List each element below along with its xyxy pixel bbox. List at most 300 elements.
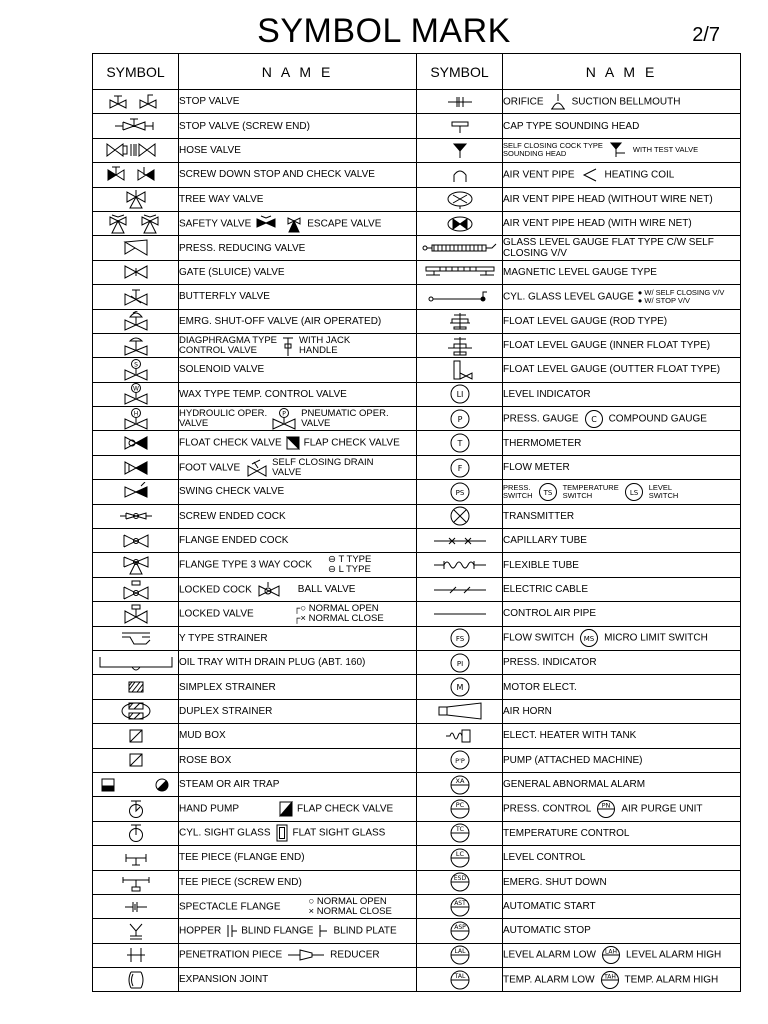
rose-box-icon — [121, 750, 151, 770]
temp-alarm-high-icon — [599, 970, 621, 990]
table-row — [93, 943, 741, 967]
name-cell — [503, 285, 741, 309]
name-cell: EMRG. SHUT-OFF VALVE (AIR OPERATED) — [179, 309, 417, 333]
symbol-cell — [93, 626, 179, 650]
simplex-strainer-icon — [121, 677, 151, 697]
symbol-cell — [93, 943, 179, 967]
name-text: HEATING COIL — [604, 169, 675, 181]
temperature-switch-icon — [537, 482, 559, 502]
name-text: PRESS. GAUGE — [503, 413, 579, 425]
name-cell: PUMP (ATTACHED MACHINE) — [503, 748, 741, 772]
y-type-strainer-icon — [116, 628, 156, 648]
table-row — [93, 309, 741, 333]
name-text: REDUCER — [330, 950, 380, 961]
hydraulic-valve-icon — [121, 408, 151, 430]
tee-screw-end-icon — [119, 872, 153, 892]
page-number: 2/7 — [692, 24, 720, 46]
pressure-reducing-valve-icon — [121, 238, 151, 258]
symbol-cell — [93, 602, 179, 626]
symbol-cell — [93, 309, 179, 333]
table-row — [93, 90, 741, 114]
name-cell: FLANGE ENDED COCK — [179, 529, 417, 553]
table-row — [93, 772, 741, 796]
name-text: HYDROULIC OPER. — [179, 407, 268, 419]
name-cell — [503, 407, 741, 431]
name-cell — [179, 821, 417, 845]
name-text: COMPOUND GAUGE — [608, 413, 707, 425]
li-mark: LI — [456, 390, 463, 400]
name-cell: PRESS. INDICATOR — [503, 650, 741, 674]
name-text: DIAGPHRAGMA TYPE — [179, 334, 278, 346]
safety-valve-icon — [104, 214, 168, 234]
name-cell: PRESS. REDUCING VALVE — [179, 236, 417, 260]
page-title: SYMBOL MARK — [257, 12, 511, 50]
lc-mark: LC — [455, 849, 464, 858]
motor-icon — [447, 676, 473, 698]
pressure-gauge-icon — [447, 408, 473, 430]
symbol-cell — [417, 431, 503, 455]
fs-mark: FS — [455, 635, 464, 644]
name-text: FLANGE TYPE 3 WAY COCK — [179, 559, 312, 571]
three-way-valve-icon — [121, 189, 151, 209]
name-text: WITH JACK — [299, 334, 351, 346]
symbol-cell — [93, 553, 179, 577]
level-alarm-low-icon — [447, 944, 473, 966]
table-row — [93, 919, 741, 943]
symbol-cell — [417, 894, 503, 918]
table-row — [93, 455, 741, 479]
name-cell: AUTOMATIC STOP — [503, 919, 741, 943]
suction-bellmouth-icon — [548, 93, 568, 111]
name-text: PRESS. CONTROL — [503, 803, 592, 815]
name-cell — [503, 236, 741, 260]
float-gauge-outer-icon — [440, 359, 480, 381]
name-cell: FLEXIBLE TUBE — [503, 553, 741, 577]
hopper-icon — [121, 921, 151, 941]
name-text-stack — [179, 409, 267, 429]
symbol-cell — [93, 285, 179, 309]
symbol-cell — [417, 285, 503, 309]
name-text: NORMAL CLOSE — [308, 612, 384, 624]
table-header-row — [93, 54, 741, 90]
name-cell: FLOW METER — [503, 455, 741, 479]
name-cell — [503, 138, 741, 162]
name-text: PRESS. — [503, 482, 531, 492]
asp-mark: ASP — [453, 923, 466, 931]
electric-cable-icon — [430, 580, 490, 600]
pi-mark: PI — [456, 659, 463, 668]
tah-mark: TAH — [603, 973, 616, 981]
symbol-column-header: SYMBOL — [417, 54, 503, 90]
name-cell: HOSE VALVE — [179, 138, 417, 162]
p-mark: P — [457, 414, 462, 424]
name-text: FLOW SWITCH — [503, 632, 575, 644]
symbol-cell — [417, 846, 503, 870]
symbol-cell — [417, 529, 503, 553]
symbol-cell — [417, 553, 503, 577]
table-row — [93, 407, 741, 431]
name-cell: EXPANSION JOINT — [179, 968, 417, 992]
table-row — [93, 846, 741, 870]
solenoid-valve-icon — [121, 359, 151, 381]
tee-flange-end-icon — [121, 848, 151, 868]
symbol-cell — [93, 919, 179, 943]
name-cell — [179, 894, 417, 918]
level-control-icon — [447, 847, 473, 869]
name-text: HANDLE — [299, 344, 338, 356]
pn-mark: PN — [601, 801, 611, 810]
air-vent-pipe-icon — [445, 165, 475, 185]
table-row — [93, 797, 741, 821]
name-text-stack: ┌○ NORMAL OPEN ┌× NORMAL CLOSE — [293, 602, 384, 624]
duplex-strainer-icon — [119, 700, 153, 722]
swing-check-valve-icon — [121, 482, 151, 502]
name-text: L TYPE — [338, 564, 371, 576]
symbol-cell — [93, 236, 179, 260]
symbol-cell — [417, 797, 503, 821]
name-text: LEVEL ALARM HIGH — [626, 950, 722, 961]
automatic-stop-icon — [447, 920, 473, 942]
table-row — [93, 724, 741, 748]
name-text: LOCKED COCK — [179, 584, 252, 596]
name-text: SOUNDING HEAD — [503, 149, 567, 159]
name-text: SELF CLOSING DRAIN — [272, 456, 374, 468]
temperature-control-icon — [447, 822, 473, 844]
symbol-cell — [93, 211, 179, 235]
symbol-cell — [93, 529, 179, 553]
blind-plate-icon — [317, 924, 329, 938]
name-text: ORIFICE — [503, 96, 544, 108]
symbol-cell — [417, 163, 503, 187]
name-column-header: N A M E — [179, 54, 417, 90]
symbol-cell — [417, 138, 503, 162]
ms-mark: MS — [583, 635, 595, 644]
table-row — [93, 431, 741, 455]
name-cell: MAGNETIC LEVEL GAUGE TYPE — [503, 260, 741, 284]
name-text: LEVEL — [648, 482, 673, 492]
symbol-cell — [417, 943, 503, 967]
name-cell — [179, 211, 417, 235]
name-text: FLAP CHECK VALVE — [303, 437, 400, 449]
name-text: GLASS LEVEL GAUGE FLAT TYPE C/W SELF — [503, 237, 714, 249]
name-cell: OIL TRAY WITH DRAIN PLUG (ABT. 160) — [179, 650, 417, 674]
name-text: NORMAL CLOSE — [316, 905, 392, 917]
table-row — [93, 821, 741, 845]
pc-mark: PC — [455, 801, 464, 810]
glass-level-gauge-flat-icon — [420, 238, 500, 258]
table-row — [93, 211, 741, 235]
wax-mark: W — [132, 385, 139, 393]
name-text: CYL. SIGHT GLASS — [179, 828, 271, 840]
butterfly-valve-icon — [121, 287, 151, 307]
symbol-cell — [93, 699, 179, 723]
symbol-cell — [93, 748, 179, 772]
symbol-cell — [417, 919, 503, 943]
table-row — [93, 553, 741, 577]
xa-mark: XA — [455, 776, 464, 785]
jack-handle-icon — [281, 336, 295, 356]
tal-mark: TAL — [454, 972, 465, 980]
table-row — [93, 602, 741, 626]
name-cell: BUTTERFLY VALVE — [179, 285, 417, 309]
name-cell: SWING CHECK VALVE — [179, 480, 417, 504]
flap-check-valve-icon — [279, 801, 293, 817]
name-text: AIR VENT PIPE — [503, 169, 575, 181]
name-cell — [179, 333, 417, 357]
steam-air-trap-icon — [98, 775, 174, 795]
symbol-cell — [93, 260, 179, 284]
symbol-cell — [93, 333, 179, 357]
ball-valve-icon — [256, 581, 282, 599]
m-mark: M — [456, 683, 463, 693]
expansion-joint-icon — [121, 969, 151, 991]
symbol-cell — [417, 187, 503, 211]
name-cell: ELECT. HEATER WITH TANK — [503, 724, 741, 748]
name-cell: AIR VENT PIPE HEAD (WITH WIRE NET) — [503, 211, 741, 235]
name-text: SAFETY VALVE — [179, 218, 252, 230]
name-text-stack — [563, 484, 619, 500]
symbol-cell — [93, 163, 179, 187]
pressure-switch-icon — [447, 481, 473, 503]
symbol-cell — [417, 309, 503, 333]
name-text: VALVE — [301, 417, 331, 429]
float-gauge-inner-icon — [440, 336, 480, 356]
name-text: TEMP. ALARM LOW — [503, 974, 595, 986]
t-mark: T — [457, 439, 462, 449]
pressure-indicator-icon — [447, 652, 473, 674]
symbol-cell — [93, 797, 179, 821]
table-row — [93, 480, 741, 504]
cyl-glass-level-gauge-icon — [425, 287, 495, 307]
f-mark: F — [457, 463, 462, 473]
symbol-cell — [417, 407, 503, 431]
flange-ended-cock-icon — [116, 531, 156, 551]
name-cell: FLOAT LEVEL GAUGE (OUTTER FLOAT TYPE) — [503, 358, 741, 382]
name-text: SWITCH — [503, 490, 533, 500]
emergency-shut-down-icon — [447, 871, 473, 893]
name-cell: STOP VALVE — [179, 90, 417, 114]
table-row — [93, 748, 741, 772]
table-row — [93, 285, 741, 309]
symbol-cell — [417, 333, 503, 357]
symbol-cell — [417, 577, 503, 601]
name-text: BALL VALVE — [297, 584, 356, 596]
symbol-cell — [417, 821, 503, 845]
table-row — [93, 577, 741, 601]
name-text: AIR PURGE UNIT — [621, 803, 703, 815]
symbol-cell — [93, 480, 179, 504]
temp-alarm-low-icon — [447, 969, 473, 991]
symbol-column-header: SYMBOL — [93, 54, 179, 90]
symbol-cell — [417, 455, 503, 479]
name-text: TEMPERATURE — [562, 482, 619, 492]
name-cell: STEAM OR AIR TRAP — [179, 772, 417, 796]
air-horn-icon — [435, 701, 485, 721]
symbol-cell — [417, 699, 503, 723]
name-cell — [179, 797, 417, 821]
tc-mark: TC — [455, 825, 464, 834]
cap-sounding-head-icon — [445, 116, 475, 136]
flow-switch-icon — [447, 627, 473, 649]
name-cell: TEE PIECE (SCREW END) — [179, 870, 417, 894]
test-valve-icon — [607, 141, 629, 159]
transmitter-icon — [447, 505, 473, 527]
name-text: W/ STOP V/V — [644, 295, 690, 305]
name-cell: SCREW ENDED COCK — [179, 504, 417, 528]
name-text: VALVE — [179, 417, 209, 429]
name-text: FLAP CHECK VALVE — [297, 803, 394, 815]
symbol-cell — [93, 821, 179, 845]
symbol-cell — [93, 870, 179, 894]
symbol-cell — [93, 894, 179, 918]
table-row — [93, 870, 741, 894]
symbol-cell — [417, 236, 503, 260]
name-text: CYL. GLASS LEVEL GAUGE — [503, 291, 634, 303]
control-air-pipe-icon — [430, 604, 490, 624]
name-cell — [179, 602, 417, 626]
table-row — [93, 699, 741, 723]
mud-box-icon — [121, 726, 151, 746]
heating-coil-icon — [579, 167, 601, 183]
name-text: PENETRATION PIECE — [179, 950, 283, 961]
name-text-stack — [503, 484, 533, 500]
name-cell — [179, 431, 417, 455]
wax-temp-control-valve-icon — [121, 383, 151, 405]
escape-valve-icon — [285, 215, 303, 233]
name-text: NORMAL OPEN — [316, 895, 387, 907]
name-text: WITH TEST VALVE — [632, 145, 699, 155]
electric-heater-tank-icon — [440, 726, 480, 746]
symbol-cell — [417, 90, 503, 114]
safety-valve-filled-icon — [255, 215, 277, 233]
magnetic-level-gauge-icon — [420, 262, 500, 282]
name-cell: TEMPERATURE CONTROL — [503, 821, 741, 845]
name-text-stack — [179, 336, 277, 356]
thermometer-icon — [447, 432, 473, 454]
name-text: SWITCH — [562, 490, 593, 500]
name-cell: MOTOR ELECT. — [503, 675, 741, 699]
name-cell: STOP VALVE (SCREW END) — [179, 114, 417, 138]
name-text-stack — [301, 409, 388, 429]
flexible-tube-icon — [430, 555, 490, 575]
symbol-cell — [417, 748, 503, 772]
name-text: FLAT SIGHT GLASS — [292, 828, 386, 840]
name-text: SPECTACLE FLANGE — [179, 901, 281, 913]
table-row — [93, 675, 741, 699]
symbol-cell — [93, 724, 179, 748]
automatic-start-icon — [447, 896, 473, 918]
symbol-cell — [417, 602, 503, 626]
name-cell: MUD BOX — [179, 724, 417, 748]
name-cell: TEE PIECE (FLANGE END) — [179, 846, 417, 870]
symbol-cell — [93, 675, 179, 699]
name-cell: THERMOMETER — [503, 431, 741, 455]
symbol-cell — [417, 675, 503, 699]
air-vent-head-no-net-icon — [443, 189, 477, 209]
locked-valve-icon — [119, 603, 153, 625]
symbol-cell — [417, 211, 503, 235]
diaphragm-control-valve-icon — [121, 336, 151, 356]
name-cell: GENERAL ABNORMAL ALARM — [503, 772, 741, 796]
orifice-icon — [440, 92, 480, 112]
cyl-sight-glass-icon — [121, 822, 151, 844]
name-cell: TREE WAY VALVE — [179, 187, 417, 211]
symbol-cell — [93, 382, 179, 406]
table-row — [93, 382, 741, 406]
symbol-cell — [417, 626, 503, 650]
symbol-cell — [93, 187, 179, 211]
emergency-shutoff-valve-icon — [121, 311, 151, 331]
c-mark: C — [590, 414, 597, 424]
name-cell: WAX TYPE TEMP. CONTROL VALVE — [179, 382, 417, 406]
name-text: CLOSING V/V — [503, 248, 567, 260]
table-row — [93, 138, 741, 162]
symbol-cell — [417, 260, 503, 284]
flow-meter-icon — [447, 457, 473, 479]
stop-valve-screw-end-icon — [111, 116, 161, 136]
ast-mark: AST — [453, 899, 466, 907]
name-text-stack: ● W/ SELF CLOSING V/V ● W/ STOP V/V — [637, 287, 725, 305]
symbol-cell — [417, 772, 503, 796]
name-cell: SCREW DOWN STOP AND CHECK VALVE — [179, 163, 417, 187]
name-text: HOPPER — [179, 925, 222, 937]
flap-check-valve-icon — [286, 436, 300, 450]
symbol-cell — [93, 650, 179, 674]
name-text: MICRO LIMIT SWITCH — [604, 632, 708, 644]
name-text: LEVEL ALARM LOW — [503, 950, 596, 961]
name-text: ESCAPE VALVE — [307, 218, 382, 230]
symbol-cell — [417, 870, 503, 894]
name-cell — [503, 480, 741, 504]
name-cell: SOLENOID VALVE — [179, 358, 417, 382]
symbol-cell — [93, 577, 179, 601]
solenoid-mark: S — [133, 361, 138, 369]
name-text: T TYPE — [338, 554, 372, 566]
micro-limit-switch-icon — [578, 628, 600, 648]
name-cell: TRANSMITTER — [503, 504, 741, 528]
level-switch-icon — [623, 482, 645, 502]
name-text: BLIND FLANGE — [241, 925, 314, 937]
self-closing-cock-sounding-head-icon — [445, 140, 475, 160]
symbol-cell — [417, 650, 503, 674]
reducer-icon — [286, 948, 326, 962]
table-row — [93, 504, 741, 528]
name-cell: SIMPLEX STRAINER — [179, 675, 417, 699]
name-cell: FLOAT LEVEL GAUGE (ROD TYPE) — [503, 309, 741, 333]
pressure-control-icon — [447, 798, 473, 820]
flange-3-way-cock-icon — [116, 554, 156, 576]
screw-ended-cock-icon — [116, 506, 156, 526]
gate-valve-icon — [121, 262, 151, 282]
table-row — [93, 163, 741, 187]
name-cell: EMERG. SHUT DOWN — [503, 870, 741, 894]
name-text: W/ SELF CLOSING V/V — [644, 287, 725, 297]
name-cell: AUTOMATIC START — [503, 894, 741, 918]
symbol-cell — [417, 724, 503, 748]
pneumatic-valve-icon — [271, 408, 297, 430]
name-text: LOCKED VALVE — [179, 608, 254, 620]
name-column-header: N A M E — [503, 54, 741, 90]
pp-mark: P'P — [454, 757, 465, 766]
oil-tray-icon — [96, 653, 176, 673]
name-text: NORMAL OPEN — [308, 602, 379, 614]
name-cell — [503, 90, 741, 114]
name-text: CONTROL VALVE — [179, 344, 257, 356]
name-cell: CONTROL AIR PIPE — [503, 602, 741, 626]
table-row — [93, 358, 741, 382]
name-cell: GATE (SLUICE) VALVE — [179, 260, 417, 284]
ps-mark: PS — [455, 488, 464, 497]
